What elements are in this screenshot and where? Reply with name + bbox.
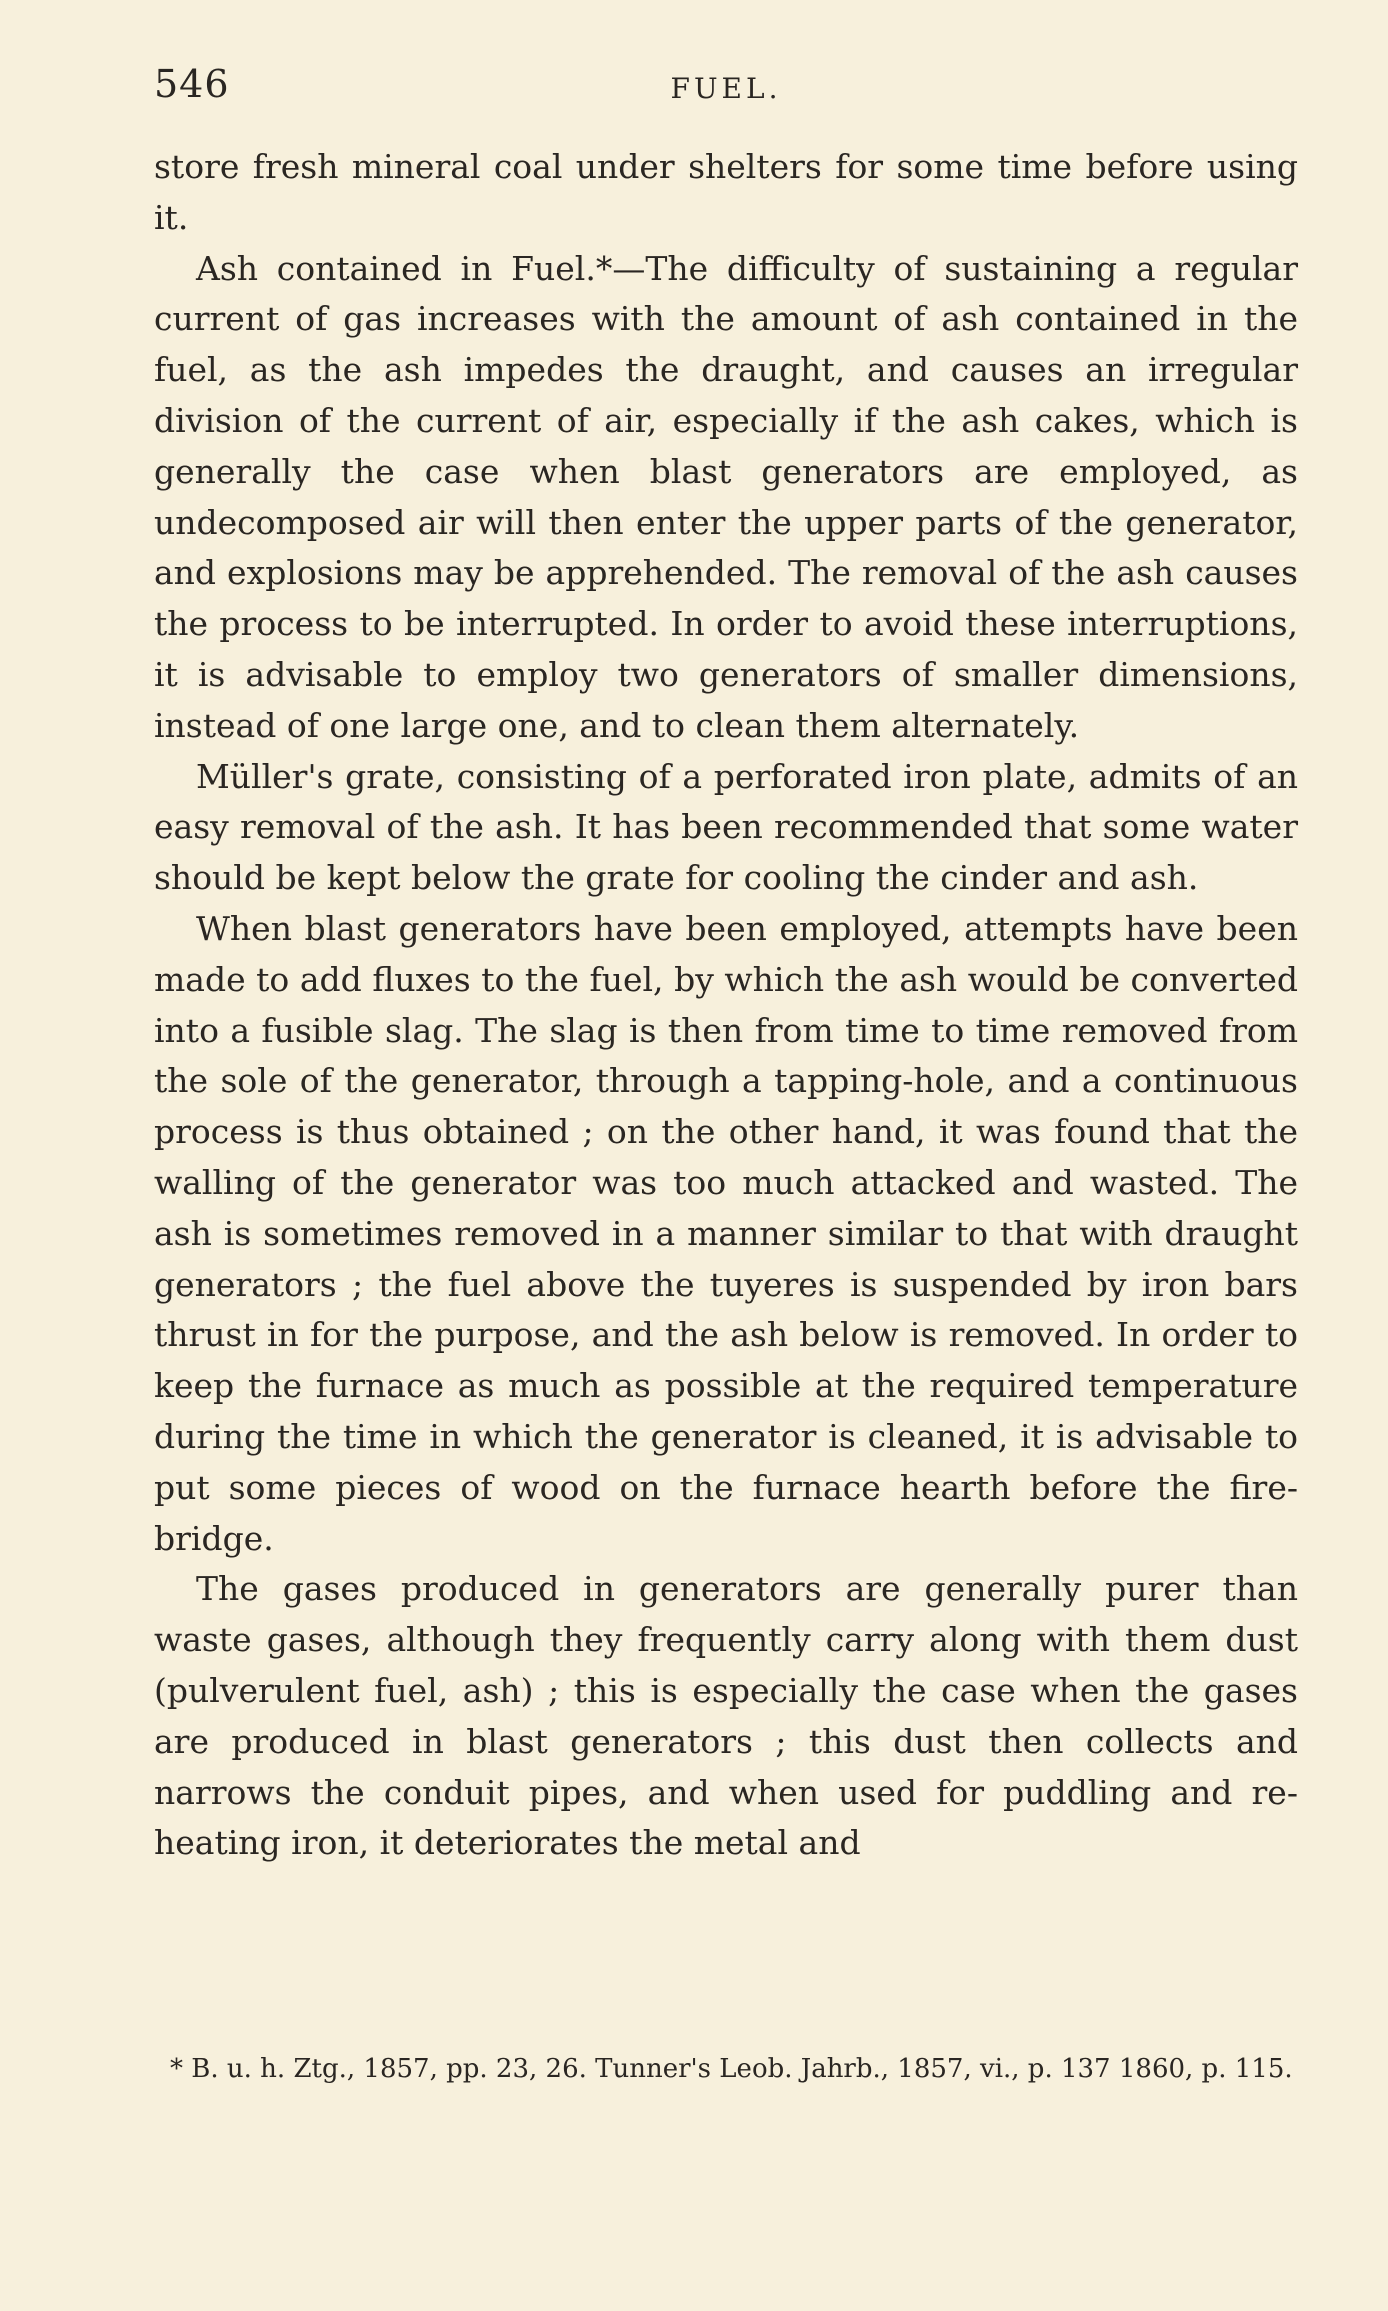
body-text	[154, 142, 1298, 1869]
page-header	[154, 62, 1298, 112]
footnote: * B. u. h. Ztg., 1857, pp. 23, 26. Tunner's Leob. Jahrb., 1857, vi., p. 137 1860, p. 115.	[170, 2054, 1293, 2084]
paragraph: When blast generators have been employed, attempts have been made to add fluxes to the fuel, by which the ash would be converted into a fusible slag. The slag is then from time to time removed from the sole of the generator, through a tapping-hole, and a continuous process is thus obtained ; on the other hand, it was found that the walling of the generator was too much attacked and wasted. The ash is sometimes removed in a manner similar to that with draught generators ; the fuel above the tuyeres is suspended by iron bars thrust in for the purpose, and the ash below is removed. In order to keep the furnace as much as possible at the required temperature during the time in which the generator is cleaned, it is advisable to put some pieces of wood on the furnace hearth before the fire-bridge.	[154, 908, 1298, 1558]
paragraph: Müller's grate, consisting of a perforated iron plate, admits of an easy removal of the ash. It has been recommended that some water should be kept below the grate for cooling the cinder and ash.	[154, 756, 1298, 898]
page-number: 546	[154, 62, 230, 106]
running-title: FUEL.	[670, 72, 782, 105]
paragraph: store fresh mineral coal under shelters for some time before using it.	[154, 147, 1298, 237]
paragraph: The gases produced in generators are generally purer than waste gases, although they frequently carry along with them dust (pulverulent fuel, ash) ; this is especially the case when the gases are produced in blast generators ; this dust then collects and narrows the conduit pipes, and when used for puddling and re-heating iron, it deteriorates the metal and	[154, 1569, 1298, 1863]
paragraph: Ash contained in Fuel.*—The difficulty of sustaining a regular current of gas increases with the amount of ash contained in the fuel, as the ash impedes the draught, and causes an irregular division of the current of air, especially if the ash cakes, which is generally the case when blast generators are employed, as undecomposed air will then enter the upper parts of the generator, and explosions may be apprehended. The removal of the ash causes the process to be interrupted. In order to avoid these interruptions, it is advisable to employ two generators of smaller dimensions, instead of one large one, and to clean them alternately.	[154, 248, 1298, 745]
footnotes	[154, 2052, 1298, 2086]
